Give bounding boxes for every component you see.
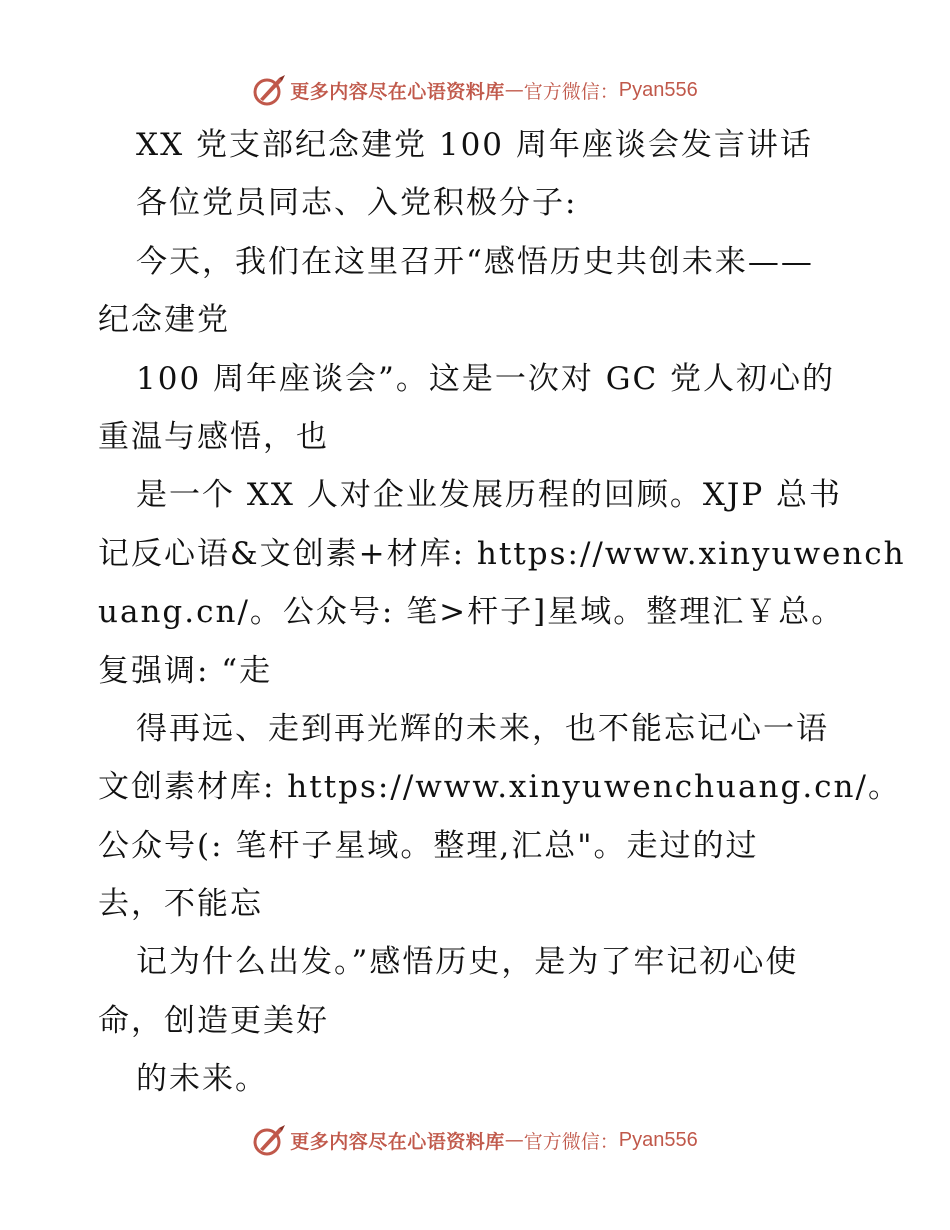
doc-line-7: 是一个 XX 人对企业发展历程的回顾。XJP 总书: [136, 477, 843, 514]
doc-line-8: 记反心语&文创素+材库: https://www.xinyuwench: [98, 535, 906, 572]
doc-line-6: 重温与感悟，也: [98, 418, 329, 455]
doc-line-17: 的未来。: [136, 1061, 268, 1098]
doc-line-5: 100 周年座谈会”。这是一次对 GC 党人初心的: [136, 360, 836, 397]
footer-banner: [0, 1120, 950, 1160]
banner-wechat-id: Pyan556: [618, 78, 698, 101]
doc-line-10: 复强调: “走: [98, 652, 273, 689]
banner-dash: —: [504, 1129, 524, 1151]
doc-line-9: uang.cn/。公众号: 笔>杆子]星域。整理汇￥总。: [98, 594, 845, 631]
banner-wechat-id: Pyan556: [618, 1128, 698, 1151]
document-body: [98, 116, 906, 1109]
doc-line-16: 命，创造更美好: [98, 1002, 329, 1039]
doc-line-3: 今天，我们在这里召开“感悟历史共创未来——: [136, 243, 814, 280]
doc-line-4: 纪念建党: [98, 302, 230, 339]
doc-line-15: 记为什么出发。”感悟历史，是为了牢记初心使: [136, 944, 799, 981]
banner-wechat-label: 官方微信：: [523, 1130, 619, 1153]
quill-logo-icon: [252, 1123, 286, 1157]
doc-line-1: XX 党支部纪念建党 100 周年座谈会发言讲话: [136, 127, 813, 163]
doc-line-12: 文创素材库: https://www.xinyuwenchuang.cn/。: [98, 769, 901, 806]
banner-dash: —: [504, 79, 524, 101]
doc-line-14: 去，不能忘: [98, 886, 263, 923]
quill-logo-icon: [252, 73, 286, 107]
banner-main-text: 更多内容尽在心语资料库: [290, 1130, 505, 1153]
doc-line-2: 各位党员同志、入党积极分子:: [136, 185, 578, 222]
doc-line-13: 公众号(: 笔杆子星域。整理,汇总"。走过的过: [98, 827, 759, 864]
banner-wechat-label: 官方微信：: [523, 80, 619, 103]
doc-line-11: 得再远、走到再光辉的未来，也不能忘记心一语: [136, 710, 829, 747]
header-banner: [0, 70, 950, 110]
banner-main-text: 更多内容尽在心语资料库: [290, 80, 505, 103]
